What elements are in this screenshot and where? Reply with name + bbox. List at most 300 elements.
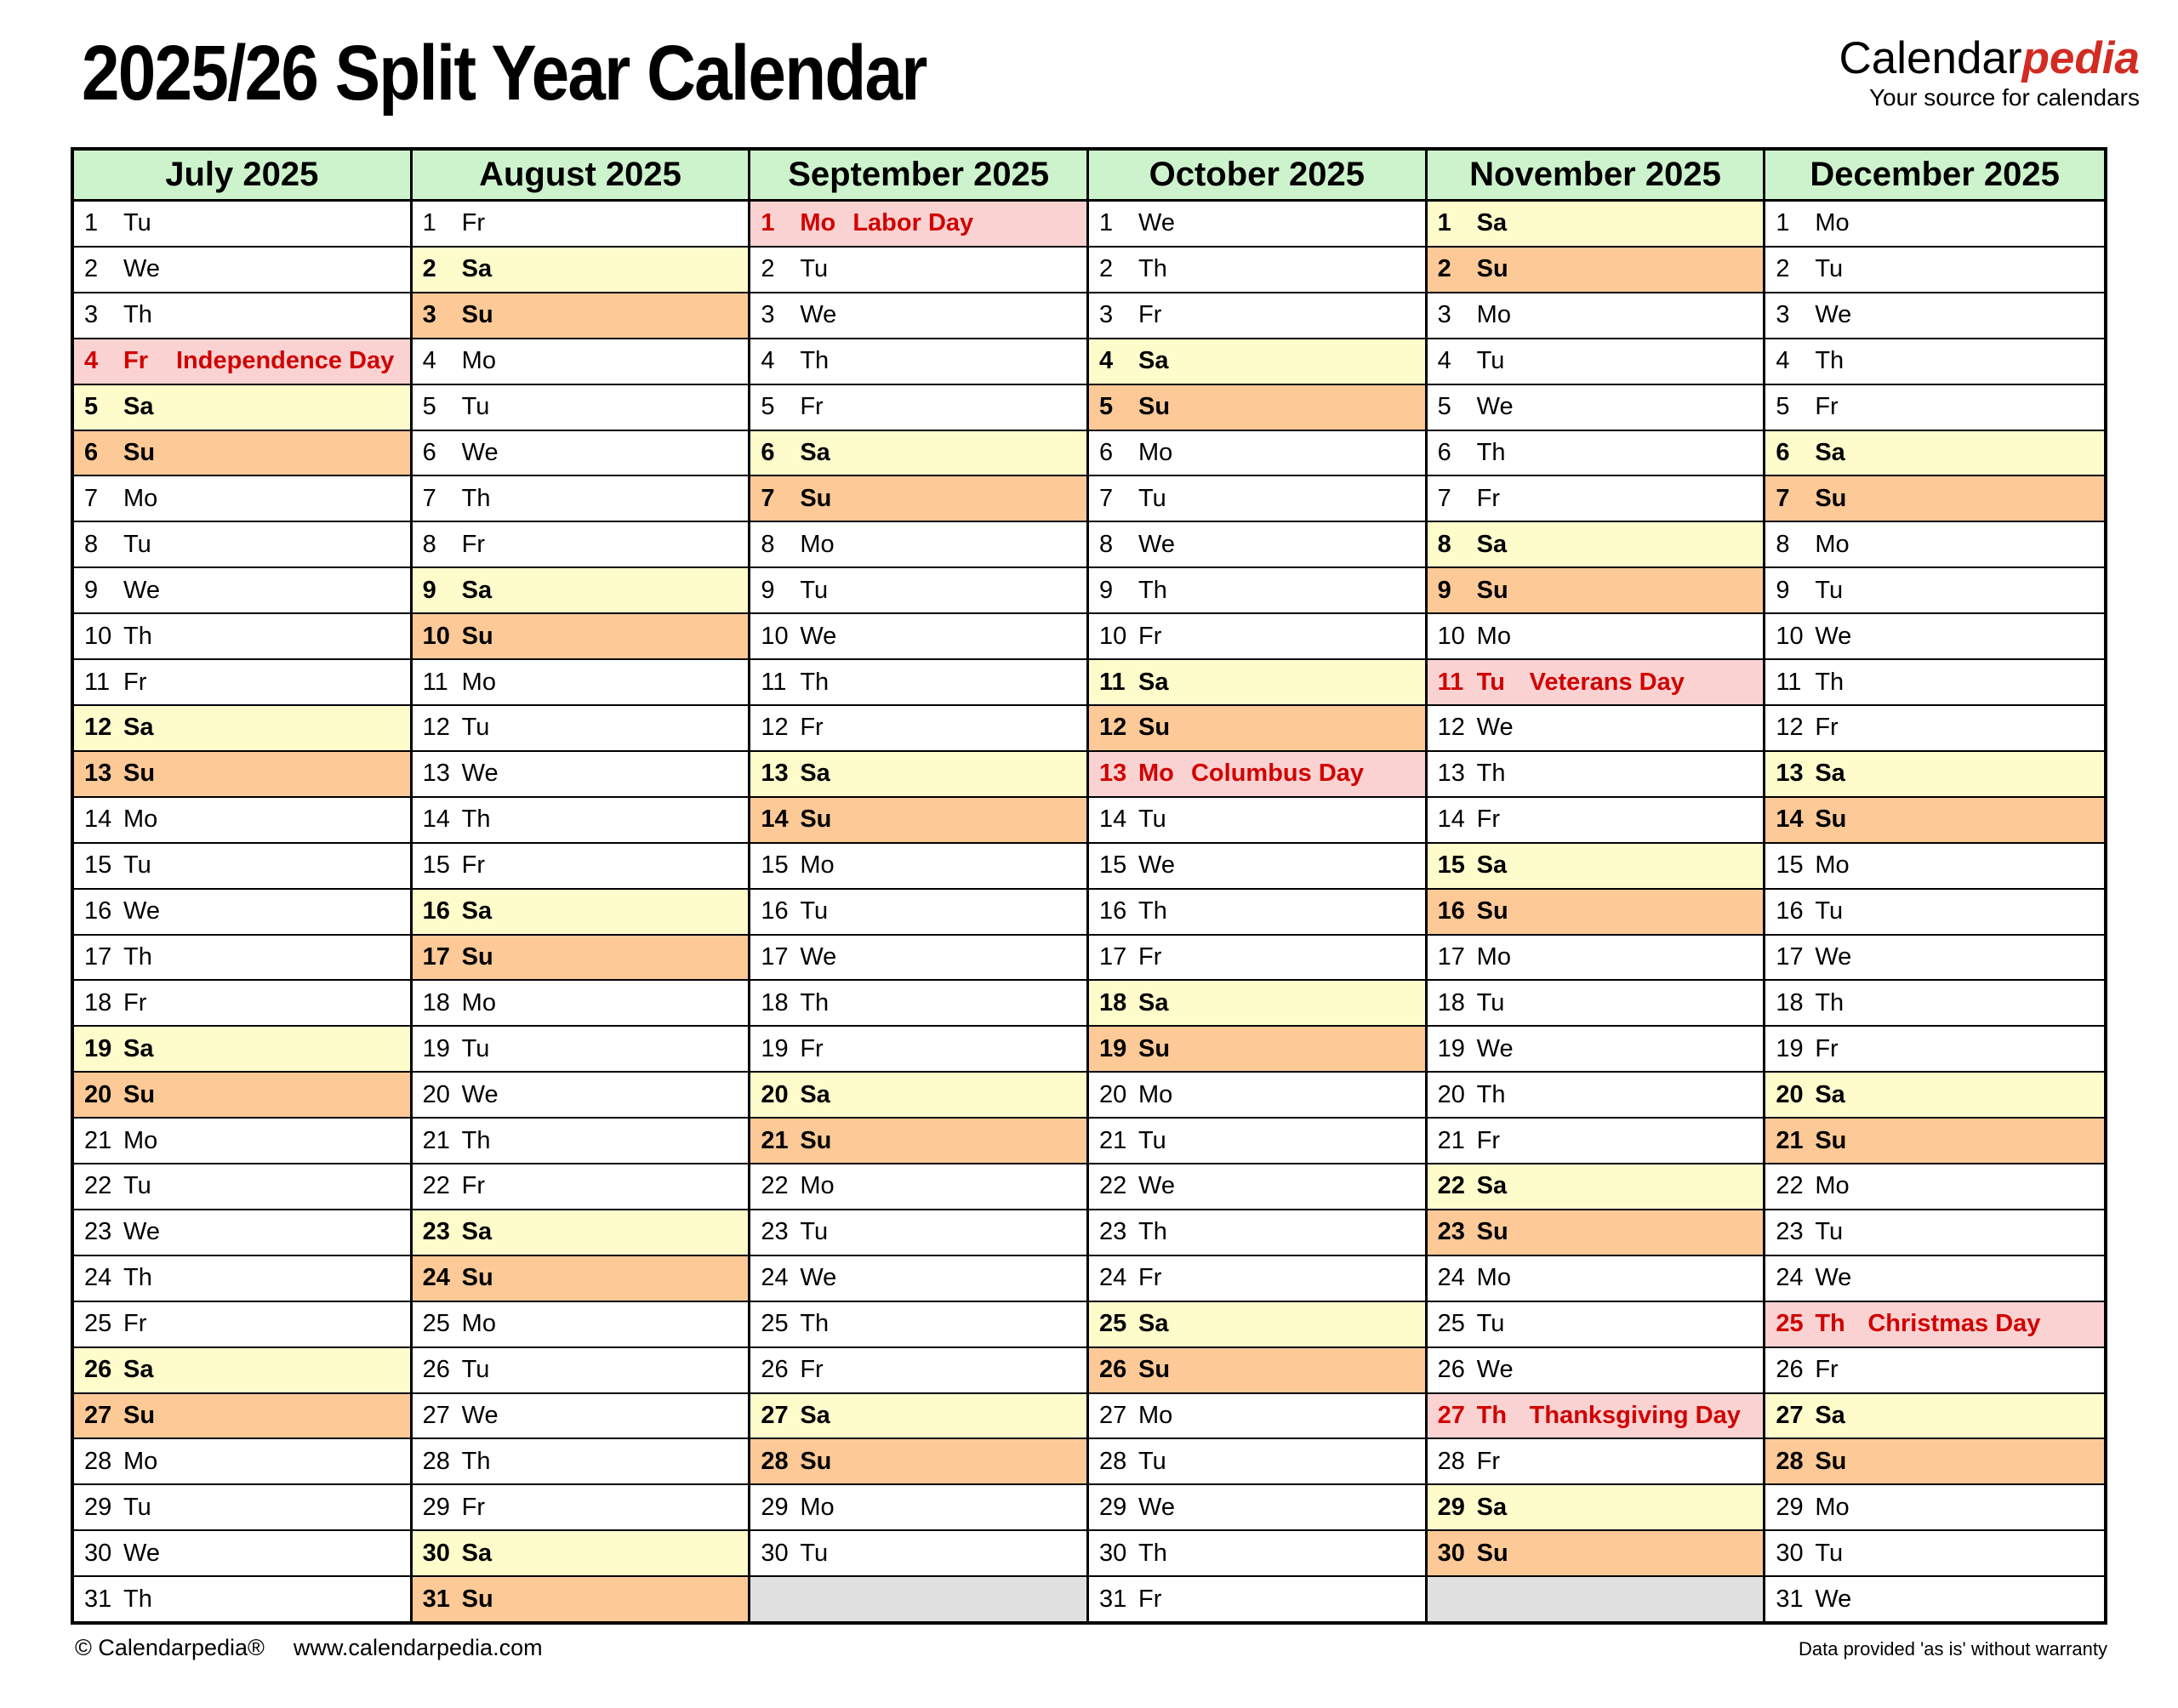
day-cell	[750, 890, 1086, 936]
day-of-week: Fr	[1137, 942, 1162, 971]
day-of-week: Tu	[1137, 1126, 1166, 1154]
day-of-week: Mo	[800, 851, 835, 880]
day-of-week: Tu	[1137, 484, 1166, 512]
day-number: 7	[761, 484, 775, 512]
day-number: 13	[84, 760, 112, 788]
day-of-week: Fr	[1815, 1356, 1839, 1384]
day-number: 8	[1098, 530, 1114, 558]
day-cell	[1428, 1119, 1764, 1164]
day-number: 20	[1437, 1080, 1465, 1108]
day-number: 26	[761, 1356, 789, 1384]
day-of-week: Su	[800, 1126, 832, 1154]
day-number: 7	[1437, 484, 1451, 512]
month-column	[750, 151, 1089, 1621]
day-number: 2	[84, 255, 99, 283]
day-number: 29	[1776, 1493, 1804, 1521]
day-cell	[413, 248, 749, 293]
day-of-week: We	[800, 942, 837, 971]
day-cell	[413, 1577, 749, 1621]
day-cell	[1089, 385, 1425, 431]
day-number: 12	[1098, 714, 1127, 742]
day-cell	[413, 476, 749, 522]
day-cell	[413, 981, 749, 1027]
day-cell	[1428, 1439, 1764, 1485]
day-cell	[1428, 568, 1764, 614]
day-of-week: Th	[800, 347, 830, 375]
day-number: 17	[84, 942, 112, 971]
day-number: 6	[1098, 438, 1114, 466]
holiday-label: Independence Day	[176, 347, 395, 375]
day-cell	[750, 431, 1086, 477]
holiday-cell	[1428, 1394, 1764, 1440]
day-number: 22	[1776, 1172, 1804, 1200]
day-cell	[750, 844, 1086, 890]
day-of-week: We	[800, 301, 837, 329]
day-of-week: Fr	[1476, 1126, 1501, 1154]
day-cell	[74, 476, 410, 522]
day-cell	[413, 1394, 749, 1440]
day-cell	[74, 385, 410, 431]
day-of-week: Sa	[123, 1356, 154, 1384]
holiday-label: Veterans Day	[1529, 668, 1685, 696]
day-of-week: Sa	[1815, 438, 1845, 466]
day-of-week: Mo	[1137, 438, 1173, 466]
day-number: 31	[1098, 1585, 1127, 1613]
day-number: 20	[84, 1080, 112, 1108]
day-of-week: Sa	[123, 393, 154, 421]
month-header: October 2025	[1089, 151, 1425, 202]
day-cell	[1089, 1073, 1425, 1119]
day-of-week: Tu	[1476, 988, 1505, 1016]
day-of-week: Tu	[123, 851, 151, 880]
day-of-week: We	[1137, 1172, 1175, 1200]
day-of-week: Fr	[461, 530, 486, 558]
day-of-week: Sa	[800, 760, 830, 788]
day-number: 28	[1437, 1447, 1465, 1475]
day-number: 11	[1437, 668, 1464, 696]
day-of-week: Sa	[1476, 851, 1508, 880]
day-of-week: Su	[1476, 576, 1508, 604]
day-number: 5	[1098, 393, 1114, 421]
day-number: 12	[422, 714, 450, 742]
day-cell	[750, 1210, 1086, 1256]
day-cell	[413, 1348, 749, 1394]
day-of-week: Sa	[1476, 1172, 1508, 1200]
empty-cell	[1428, 1577, 1764, 1621]
day-number: 9	[761, 576, 775, 604]
day-of-week: Th	[1815, 347, 1844, 375]
day-of-week: Fr	[800, 1356, 824, 1384]
day-number: 31	[1776, 1585, 1804, 1613]
day-of-week: Th	[461, 806, 491, 834]
day-cell	[74, 752, 410, 798]
day-cell	[1089, 844, 1425, 890]
day-cell	[1765, 385, 2104, 431]
day-number: 3	[1437, 301, 1451, 329]
day-of-week: Sa	[1815, 760, 1845, 788]
day-cell	[1089, 1119, 1425, 1164]
day-cell	[1765, 476, 2104, 522]
day-of-week: Mo	[123, 1447, 158, 1475]
day-number: 16	[1776, 897, 1804, 925]
day-of-week: Fr	[461, 851, 486, 880]
day-of-week: Su	[1137, 1034, 1171, 1062]
day-number: 27	[1437, 1402, 1465, 1430]
month-header: September 2025	[750, 151, 1086, 202]
day-cell	[1428, 1302, 1764, 1348]
day-number: 17	[1437, 942, 1465, 971]
day-number: 19	[761, 1034, 789, 1062]
holiday-cell	[750, 202, 1086, 248]
day-cell	[1428, 844, 1764, 890]
day-cell	[1428, 522, 1764, 568]
day-of-week: Tu	[1476, 668, 1505, 696]
day-number: 11	[1098, 668, 1126, 696]
day-cell	[750, 1485, 1086, 1531]
day-of-week: Sa	[1476, 530, 1508, 558]
day-cell	[413, 1073, 749, 1119]
day-cell	[1765, 293, 2104, 339]
day-number: 16	[84, 897, 112, 925]
day-number: 28	[1098, 1447, 1127, 1475]
day-of-week: We	[1137, 530, 1175, 558]
brand-black-part: Calendar	[1839, 33, 2022, 83]
day-cell	[74, 568, 410, 614]
day-cell	[750, 248, 1086, 293]
day-cell	[750, 522, 1086, 568]
day-of-week: Tu	[800, 576, 829, 604]
day-number: 29	[422, 1493, 450, 1521]
day-of-week: Th	[123, 942, 152, 971]
day-of-week: We	[1476, 393, 1514, 421]
day-number: 11	[84, 668, 111, 696]
day-cell	[1089, 1164, 1425, 1210]
day-of-week: Th	[461, 484, 491, 512]
day-cell	[1428, 293, 1764, 339]
day-of-week: Mo	[1137, 760, 1174, 788]
day-number: 18	[1098, 988, 1127, 1016]
day-number: 23	[1776, 1218, 1804, 1246]
day-number: 24	[422, 1264, 450, 1292]
day-cell	[1089, 1027, 1425, 1073]
day-of-week: We	[461, 438, 499, 466]
day-cell	[1089, 981, 1425, 1027]
day-number: 18	[761, 988, 789, 1016]
day-cell	[1765, 936, 2104, 982]
day-number: 30	[422, 1539, 450, 1567]
day-cell	[1089, 1394, 1425, 1440]
day-number: 13	[422, 760, 450, 788]
day-cell	[74, 248, 410, 293]
day-cell	[1765, 1485, 2104, 1531]
day-of-week: We	[1815, 301, 1852, 329]
day-number: 24	[1776, 1264, 1804, 1292]
day-of-week: Tu	[1137, 1447, 1166, 1475]
day-number: 4	[84, 347, 99, 375]
day-number: 5	[1776, 393, 1790, 421]
day-cell	[413, 844, 749, 890]
day-of-week: Fr	[123, 668, 147, 696]
day-of-week: Mo	[800, 209, 836, 237]
day-cell	[1765, 1027, 2104, 1073]
day-of-week: Sa	[1137, 1310, 1169, 1338]
day-of-week: Tu	[1476, 1310, 1505, 1338]
day-of-week: We	[800, 622, 837, 650]
day-number: 21	[422, 1126, 450, 1154]
day-of-week: Th	[461, 1126, 491, 1154]
day-cell	[413, 1027, 749, 1073]
month-header: July 2025	[74, 151, 410, 202]
day-cell	[1765, 660, 2104, 706]
day-of-week: Sa	[123, 714, 154, 742]
day-of-week: Th	[1137, 576, 1167, 604]
day-number: 6	[1437, 438, 1451, 466]
day-of-week: Mo	[1815, 1172, 1850, 1200]
day-number: 15	[1776, 851, 1804, 880]
day-of-week: Su	[123, 1080, 156, 1108]
day-of-week: Mo	[461, 1310, 496, 1338]
month-column	[1428, 151, 1766, 1621]
day-number: 25	[422, 1310, 450, 1338]
day-number: 22	[84, 1172, 112, 1200]
day-cell	[74, 1394, 410, 1440]
day-of-week: Mo	[1476, 1264, 1511, 1292]
day-of-week: Mo	[1476, 942, 1511, 971]
day-cell	[1765, 1073, 2104, 1119]
day-cell	[750, 1119, 1086, 1164]
day-cell	[1089, 1348, 1425, 1394]
day-number: 1	[761, 209, 775, 237]
brand-tagline: Your source for calendars	[1868, 84, 2140, 111]
day-number: 8	[1776, 530, 1790, 558]
day-of-week: Th	[800, 1310, 830, 1338]
day-number: 6	[761, 438, 775, 466]
day-cell	[1428, 1073, 1764, 1119]
day-number: 26	[1098, 1356, 1127, 1384]
day-cell	[1428, 385, 1764, 431]
day-cell	[74, 981, 410, 1027]
day-number: 16	[1437, 897, 1465, 925]
holiday-label: Columbus Day	[1190, 760, 1365, 788]
day-of-week: Su	[1815, 1447, 1847, 1475]
day-cell	[1428, 614, 1764, 660]
day-cell	[413, 1485, 749, 1531]
calendar-table	[71, 147, 2107, 1625]
day-cell	[750, 936, 1086, 982]
day-cell	[74, 1073, 410, 1119]
day-number: 21	[84, 1126, 112, 1154]
day-number: 12	[1437, 714, 1465, 742]
day-of-week: We	[123, 576, 160, 604]
day-of-week: Fr	[800, 714, 824, 742]
day-of-week: Th	[123, 1585, 152, 1613]
day-cell	[74, 706, 410, 752]
day-cell	[1089, 293, 1425, 339]
day-of-week: Su	[123, 760, 156, 788]
day-cell	[750, 1073, 1086, 1119]
day-of-week: Su	[1476, 255, 1508, 283]
day-of-week: Su	[461, 1264, 493, 1292]
day-cell	[1089, 798, 1425, 844]
day-number: 2	[761, 255, 775, 283]
day-number: 14	[1437, 806, 1465, 834]
day-cell	[750, 568, 1086, 614]
day-of-week: Sa	[461, 255, 493, 283]
day-cell	[74, 431, 410, 477]
day-cell	[1765, 1119, 2104, 1164]
day-of-week: We	[1476, 1034, 1514, 1062]
day-of-week: Tu	[461, 393, 490, 421]
day-number: 8	[1437, 530, 1451, 558]
day-cell	[1089, 476, 1425, 522]
day-number: 18	[422, 988, 450, 1016]
day-cell	[750, 1531, 1086, 1577]
day-number: 21	[1098, 1126, 1127, 1154]
day-of-week: Su	[1476, 1539, 1508, 1567]
day-cell	[413, 752, 749, 798]
day-of-week: Su	[1476, 897, 1508, 925]
day-number: 4	[1098, 347, 1114, 375]
day-number: 29	[1437, 1493, 1465, 1521]
day-of-week: Tu	[123, 530, 151, 558]
day-of-week: Tu	[461, 714, 490, 742]
month-column	[413, 151, 751, 1621]
day-of-week: Th	[1815, 988, 1844, 1016]
day-of-week: Sa	[1137, 347, 1169, 375]
day-of-week: Su	[461, 942, 493, 971]
day-of-week: Su	[800, 1447, 832, 1475]
day-of-week: We	[123, 897, 160, 925]
holiday-cell	[74, 339, 410, 385]
month-column	[1089, 151, 1428, 1621]
day-of-week: Th	[1476, 760, 1506, 788]
day-number: 17	[761, 942, 789, 971]
day-of-week: Su	[1815, 484, 1847, 512]
day-number: 14	[761, 806, 789, 834]
day-number: 29	[761, 1493, 789, 1521]
day-cell	[413, 431, 749, 477]
day-of-week: We	[461, 1402, 499, 1430]
day-cell	[750, 706, 1086, 752]
day-number: 15	[761, 851, 789, 880]
day-number: 21	[1437, 1126, 1465, 1154]
day-cell	[1428, 1485, 1764, 1531]
day-of-week: Su	[1137, 393, 1171, 421]
day-of-week: Mo	[123, 1126, 158, 1154]
footer-copyright	[75, 1635, 543, 1661]
day-number: 9	[1776, 576, 1790, 604]
day-cell	[74, 1119, 410, 1164]
day-of-week: We	[1137, 851, 1175, 880]
day-cell	[750, 339, 1086, 385]
day-number: 15	[1098, 851, 1127, 880]
day-of-week: Th	[1137, 897, 1167, 925]
day-number: 7	[1098, 484, 1114, 512]
day-number: 18	[1437, 988, 1465, 1016]
day-of-week: Sa	[1815, 1080, 1845, 1108]
footer-disclaimer: Data provided 'as is' without warranty	[1798, 1638, 2107, 1660]
day-cell	[413, 385, 749, 431]
month-header: November 2025	[1428, 151, 1764, 202]
day-number: 10	[761, 622, 789, 650]
day-number: 7	[422, 484, 436, 512]
day-number: 21	[761, 1126, 789, 1154]
day-number: 8	[422, 530, 436, 558]
day-number: 17	[1776, 942, 1804, 971]
day-of-week: Th	[1137, 255, 1167, 283]
day-cell	[1089, 202, 1425, 248]
day-cell	[750, 293, 1086, 339]
day-of-week: Su	[800, 806, 832, 834]
day-cell	[74, 1302, 410, 1348]
day-number: 25	[761, 1310, 789, 1338]
day-cell	[1765, 1439, 2104, 1485]
day-cell	[74, 1256, 410, 1302]
day-number: 26	[1437, 1356, 1465, 1384]
day-of-week: Th	[1476, 1402, 1508, 1430]
day-of-week: Mo	[1815, 530, 1850, 558]
day-cell	[74, 1531, 410, 1577]
day-cell	[750, 752, 1086, 798]
day-number: 20	[1776, 1080, 1804, 1108]
day-number: 8	[84, 530, 99, 558]
day-number: 25	[1776, 1310, 1804, 1338]
day-number: 19	[1776, 1034, 1804, 1062]
day-number: 30	[1098, 1539, 1127, 1567]
day-number: 2	[1776, 255, 1790, 283]
day-of-week: Mo	[800, 530, 835, 558]
day-of-week: Mo	[461, 668, 496, 696]
day-of-week: Tu	[123, 1172, 151, 1200]
day-number: 9	[84, 576, 99, 604]
day-cell	[413, 339, 749, 385]
day-of-week: Sa	[800, 1080, 830, 1108]
brand-wordmark	[1839, 33, 2140, 83]
day-cell	[1428, 202, 1764, 248]
day-of-week: Su	[461, 622, 493, 650]
day-of-week: We	[1815, 622, 1852, 650]
day-number: 13	[1776, 760, 1804, 788]
day-of-week: Th	[800, 668, 830, 696]
day-number: 20	[422, 1080, 450, 1108]
day-number: 2	[1098, 255, 1114, 283]
day-cell	[74, 936, 410, 982]
day-of-week: Th	[1476, 1080, 1506, 1108]
holiday-label: Christmas Day	[1867, 1310, 2041, 1338]
day-cell	[1765, 798, 2104, 844]
day-cell	[1765, 890, 2104, 936]
day-number: 27	[1098, 1402, 1127, 1430]
day-of-week: Fr	[1137, 622, 1162, 650]
day-number: 29	[84, 1493, 112, 1521]
day-of-week: Mo	[1476, 301, 1511, 329]
day-cell	[1089, 431, 1425, 477]
day-cell	[74, 614, 410, 660]
day-of-week: Tu	[800, 897, 829, 925]
day-of-week: We	[1476, 714, 1514, 742]
day-of-week: Tu	[1815, 897, 1844, 925]
day-of-week: Sa	[461, 1218, 493, 1246]
day-cell	[1089, 936, 1425, 982]
calendarpedia-url-link[interactable]: www.calendarpedia.com	[293, 1635, 543, 1660]
day-number: 19	[1437, 1034, 1465, 1062]
day-number: 10	[1776, 622, 1804, 650]
day-cell	[1765, 706, 2104, 752]
day-number: 25	[84, 1310, 112, 1338]
day-of-week: Fr	[123, 988, 147, 1016]
day-number: 5	[422, 393, 436, 421]
day-cell	[1765, 981, 2104, 1027]
